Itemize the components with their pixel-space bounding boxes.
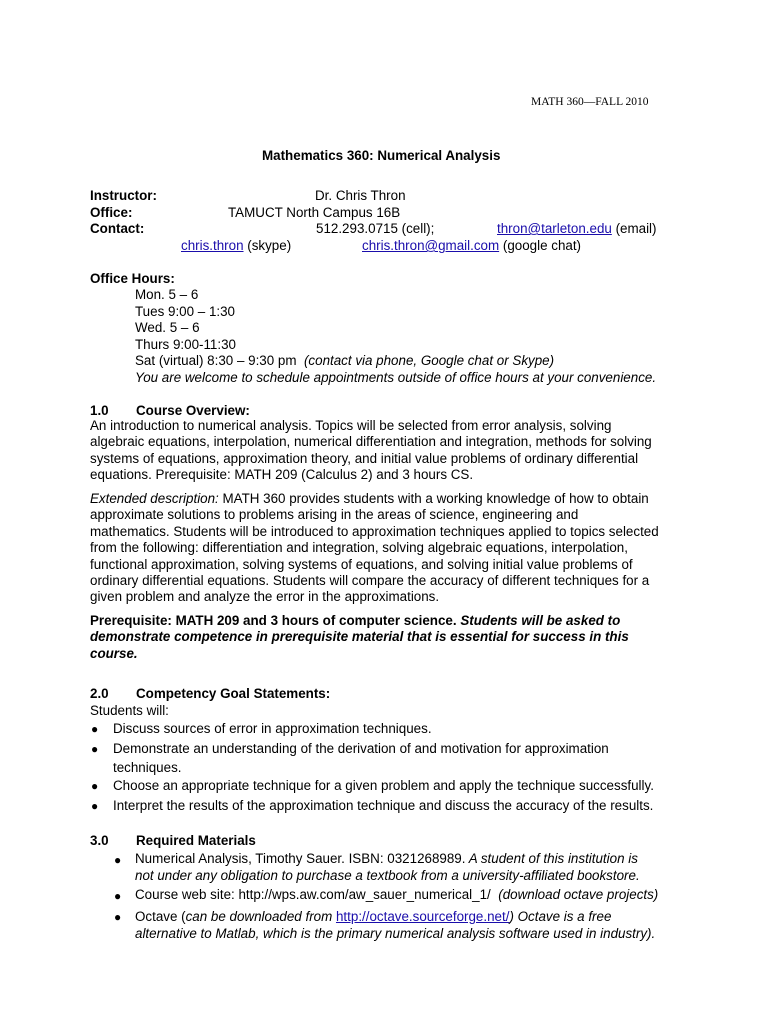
- office-hours-sat: [135, 353, 554, 368]
- course-overview-text: [90, 418, 690, 484]
- email-link[interactable]: thron@tarleton.edu: [497, 221, 612, 236]
- sat-hours: Sat (virtual) 8:30 – 9:30 pm: [135, 353, 297, 368]
- office-hours-line: Mon. 5 – 6: [135, 287, 199, 302]
- book-text: Numerical Analysis, Timothy Sauer. ISBN: 0321268989.: [135, 851, 466, 866]
- goal-item-cont: techniques.: [113, 760, 182, 775]
- gchat-group: [362, 238, 581, 253]
- prereq-line-text: Students will be asked to: [456, 613, 621, 628]
- overview-line: systems of equations, approximation theory, and initial value problems of ordinary differential: [90, 450, 639, 466]
- ext-line: mathematics. Students will be introduced to approximation techniques applied to topics selected: [90, 523, 659, 539]
- section3-heading: Required Materials: [136, 833, 256, 848]
- overview-line: An introduction to numerical analysis. Topics will be selected from error analysis, solving: [90, 418, 612, 433]
- section1-number: 1.0: [90, 403, 109, 418]
- prereq-line: demonstrate competence in prerequisite material that is essential for success in this: [90, 629, 629, 645]
- ext-line: given problem and analyze the error in the approximations.: [90, 589, 440, 605]
- skype-note: (skype): [247, 238, 292, 253]
- extended-description: [90, 491, 690, 606]
- office-hours-line: Tues 9:00 – 1:30: [135, 304, 236, 319]
- instructor-label: Instructor:: [90, 188, 157, 203]
- gchat-link[interactable]: chris.thron@gmail.com: [362, 238, 500, 253]
- website-text: Course web site: http://wps.aw.com/aw_sauer_numerical_1/: [135, 887, 491, 902]
- bullet-icon: ●: [91, 742, 99, 756]
- office-hours-line: Thurs 9:00-11:30: [135, 337, 236, 352]
- overview-line: algebraic equations, interpolation, numerical differentiation and integration, methods for solving: [90, 434, 652, 450]
- goal-item: Demonstrate an understanding of the derivation of and motivation for approximation: [113, 741, 609, 756]
- skype-link[interactable]: chris.thron: [181, 238, 244, 253]
- office-label: Office:: [90, 205, 133, 220]
- prerequisite-note: [90, 613, 690, 662]
- bullet-icon: ●: [114, 889, 122, 903]
- ext-line: ordinary differential equations. Students will compare the accuracy of different techniques for a: [90, 572, 650, 588]
- octave-note-a: can be downloaded from: [185, 909, 336, 924]
- goal-item: Interpret the results of the approximation technique and discuss the accuracy of the results.: [113, 798, 654, 813]
- page-title: Mathematics 360: Numerical Analysis: [262, 148, 501, 163]
- sat-note: (contact via phone, Google chat or Skype): [303, 353, 555, 368]
- bullet-icon: ●: [91, 722, 99, 736]
- gchat-note: (google chat): [502, 238, 582, 253]
- bullet-icon: ●: [91, 779, 99, 793]
- website-note: (download octave projects): [498, 887, 659, 902]
- overview-line: equations. Prerequisite: MATH 209 (Calculus 2) and 3 hours CS.: [90, 467, 474, 483]
- octave-note-cont: alternative to Matlab, which is the primary numerical analysis software used in industry).: [135, 926, 656, 941]
- prereq-bold: Prerequisite: MATH 209 and 3 hours of computer science.: [90, 613, 457, 628]
- bullet-icon: ●: [114, 910, 122, 924]
- office-hours-line: Wed. 5 – 6: [135, 320, 200, 335]
- course-term: MATH 360—FALL 2010: [531, 96, 649, 108]
- ext-line: functional approximation, solving systems of equations, and solving initial value problems of: [90, 556, 633, 572]
- book-note-cont: not under any obligation to purchase a textbook from a university-affiliated bookstore.: [135, 868, 640, 883]
- ext-line: from the following: differentiation and integration, solving algebraic equations, interpolation,: [90, 540, 628, 556]
- office-location: TAMUCT North Campus 16B: [228, 205, 401, 220]
- ext-label: Extended description:: [90, 491, 219, 506]
- ext-line-text: MATH 360 provides students with a working knowledge of how to obtain: [218, 491, 649, 506]
- section2-intro: Students will:: [90, 703, 169, 718]
- contact-email-group: [497, 221, 657, 236]
- section1-heading: Course Overview:: [136, 403, 250, 418]
- octave-note-b: ) Octave is a free: [509, 909, 612, 924]
- bullet-icon: ●: [91, 799, 99, 813]
- prereq-line: [90, 613, 690, 629]
- material-website: [135, 887, 658, 902]
- goal-item: Discuss sources of error in approximation techniques.: [113, 721, 432, 736]
- bullet-icon: ●: [114, 853, 122, 867]
- book-note: A student of this institution is: [465, 851, 638, 866]
- contact-label: Contact:: [90, 221, 145, 236]
- office-hours-heading: Office Hours:: [90, 271, 175, 286]
- material-octave: [135, 909, 611, 924]
- section3-number: 3.0: [90, 833, 109, 848]
- skype-group: [181, 238, 291, 253]
- goal-item: Choose an appropriate technique for a given problem and apply the technique successfully.: [113, 778, 654, 793]
- section2-heading: Competency Goal Statements:: [136, 686, 331, 701]
- appointment-note: You are welcome to schedule appointments outside of office hours at your convenience.: [135, 370, 657, 385]
- section2-number: 2.0: [90, 686, 109, 701]
- ext-line: approximate solutions to problems arising in the areas of science, engineering and: [90, 507, 579, 523]
- octave-link[interactable]: http://octave.sourceforge.net/: [335, 909, 510, 924]
- email-note: (email): [615, 221, 657, 236]
- instructor-name: Dr. Chris Thron: [315, 188, 406, 203]
- octave-text: Octave (: [135, 909, 186, 924]
- material-book: [135, 851, 638, 866]
- contact-phone: 512.293.0715 (cell);: [316, 221, 435, 236]
- ext-line: [90, 491, 690, 507]
- prereq-line: course.: [90, 645, 138, 661]
